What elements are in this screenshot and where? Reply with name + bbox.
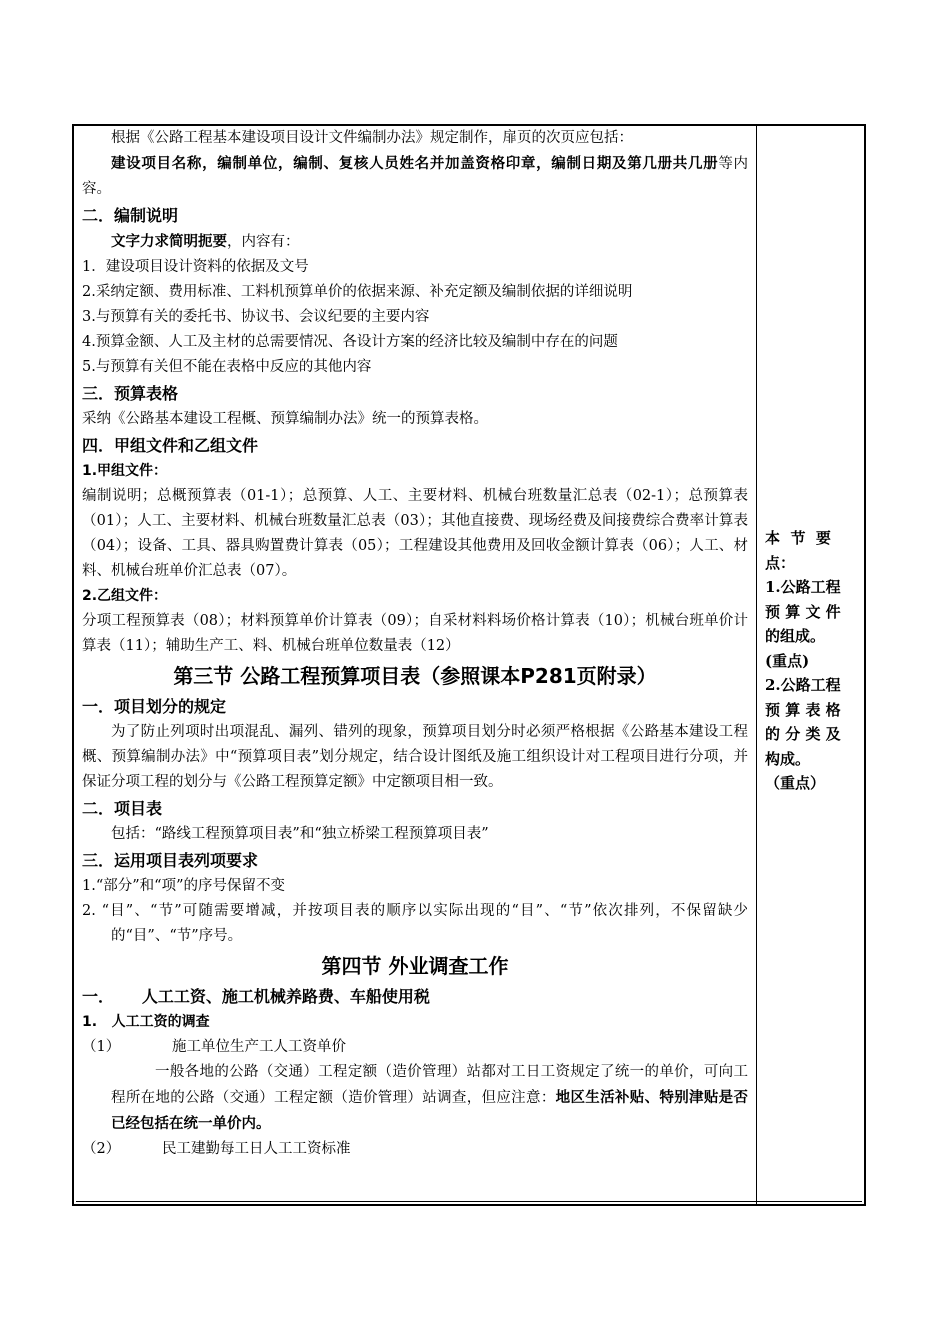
heading-yi: 2.乙组文件： xyxy=(82,588,168,604)
title-page-bold: 建设项目名称，编制单位，编制、复核人员姓名并加盖资格印章，编制日期及第几册共几册 xyxy=(111,155,719,172)
key-points-line: 的组成。 xyxy=(765,627,826,645)
survey-item-2 xyxy=(82,1137,748,1162)
heading-huafen: 一．项目划分的规定 xyxy=(82,697,227,716)
section-4-title: 第四节 外业调查工作 xyxy=(321,954,509,978)
title-page-tail: 等内容。 xyxy=(82,156,749,197)
xiangmubiao-text: 包括：“路线工程预算项目表”和“独立桥梁工程预算项目表” xyxy=(111,826,489,842)
heading-bianzhi: 二．编制说明 xyxy=(82,206,179,225)
content-table xyxy=(72,124,866,1206)
heading-xiangmubiao: 二．项目表 xyxy=(82,799,163,818)
jia-text: 编制说明；总概预算表（01-1）；总预算、人工、主要材料、机械台班数量汇总表（02-1）；总预算表（01）；人工、主要材料、机械台班数量汇总表（03）；其他直接费、现场经费及间接费综合费率计算表（04）；设备、工具、器具购置费计算表（05）；工程建设其他费用及回收金额计算表（06）；人工、材料、机械台班单价汇总表（07）。 xyxy=(82,488,748,579)
key-points-line: 本 节 要 xyxy=(765,529,831,547)
heading-jiayi: 四．甲组文件和乙组文件 xyxy=(82,436,259,455)
key-points-line: (重点) xyxy=(765,651,810,670)
huafen-text: 为了防止列项时出项混乱、漏列、错列的现象，预算项目划分时必须严格根据《公路基本建设工程概、预算编制办法》中“预算项目表”划分规定，结合设计图纸及施工组织设计对工程项目进行分项，并保证分项工程的划分与《公路工程预算定额》中定额项目相一致。 xyxy=(82,724,748,790)
section-3-title: 第三节 公路工程预算项目表（参照课本P281页附录） xyxy=(173,664,657,688)
survey-item-1-label: 施工单位生产工人工资单价 xyxy=(172,1039,346,1055)
key-points-line: 的 分 类 及 xyxy=(765,725,841,743)
key-points-line: 预 算 文 件 xyxy=(765,602,841,621)
heading-rengong: 一． 人工工资、施工机械养路费、车船使用税 xyxy=(82,987,430,1006)
survey-item-2-label: 民工建勤每工日人工工资标准 xyxy=(162,1141,351,1157)
key-points-line: 构成。 xyxy=(765,749,811,768)
bianzhi-tail: ，内容有： xyxy=(227,234,300,250)
key-points-line: （重点） xyxy=(765,774,826,792)
column-divider xyxy=(756,126,757,1204)
heading-rengong-diaocha: 1. 人工工资的调查 xyxy=(82,1014,210,1030)
bianzhi-item: 4.预算金额、人工及主材的总需要情况、各设计方案的经济比较及编制中存在的问题 xyxy=(82,334,618,350)
bianzhi-intro xyxy=(82,229,748,255)
key-points-line: 点： xyxy=(765,553,796,572)
title-page-intro: 根据《公路工程基本建设项目设计文件编制办法》规定制作，扉页的次页应包括： xyxy=(111,130,633,146)
bianzhi-item: 3.与预算有关的委托书、协议书、会议纪要的主要内容 xyxy=(82,309,430,325)
key-points-line: 2.公路工程 xyxy=(765,676,841,694)
survey-item-1-para xyxy=(82,1060,748,1137)
key-points-line: 预 算 表 格 xyxy=(765,700,841,719)
heading-yunyong: 三．运用项目表列项要求 xyxy=(82,851,259,870)
biaoge-text: 采纳《公路基本建设工程概、预算编制办法》统一的预算表格。 xyxy=(82,411,488,427)
yunyong-item-2: 2. “目”、“节”可随需要增减，并按项目表的顺序以实际出现的“目”、“节”依次排列，不保留缺少的“目”、“节”序号。 xyxy=(82,903,748,944)
survey-item-1-text: 一般各地的公路（交通）工程定额（造价管理）站都对工日工资规定了统一的单价，可向工程所在地的公路（交通）工程定额（造价管理）站调查，但应注意： xyxy=(111,1064,748,1106)
key-points-column xyxy=(765,526,861,796)
survey-item-2-number: （2） xyxy=(82,1141,121,1157)
survey-item-1 xyxy=(82,1035,748,1060)
yunyong-item-1: 1.“部分”和“项”的序号保留不变 xyxy=(82,878,285,894)
survey-item-1-bold: 地区生活补贴、特别津贴是否已经包括在统一单价内。 xyxy=(111,1089,748,1132)
heading-biaoge: 三．预算表格 xyxy=(82,384,179,403)
survey-item-1-number: （1） xyxy=(82,1039,121,1055)
bianzhi-item: 5.与预算有关但不能在表格中反应的其他内容 xyxy=(82,359,372,375)
main-column xyxy=(82,126,748,1162)
title-page-contents xyxy=(82,151,748,202)
key-points-line: 1.公路工程 xyxy=(765,578,841,596)
bianzhi-item: 1．建设项目设计资料的依据及文号 xyxy=(82,259,309,275)
heading-jia: 1.甲组文件： xyxy=(82,463,168,479)
yi-text: 分项工程预算表（08）；材料预算单价计算表（09）；自采材料料场价格计算表（10）；机械台班单价计算表（11）；辅助生产工、料、机械台班单位数量表（12） xyxy=(82,613,748,654)
bianzhi-item: 2.采纳定额、费用标准、工料机预算单价的依据来源、补充定额及编制依据的详细说明 xyxy=(82,284,633,300)
bianzhi-bold: 文字力求简明扼要 xyxy=(111,233,227,250)
